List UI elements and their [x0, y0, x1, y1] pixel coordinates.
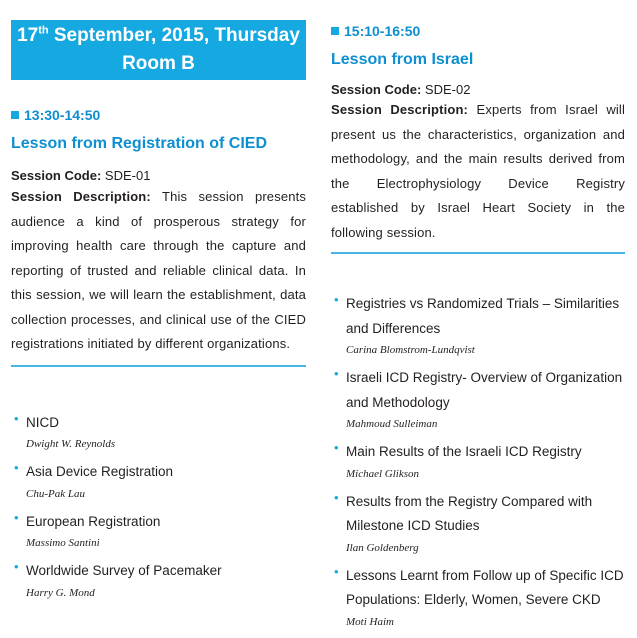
talk-title: Worldwide Survey of Pacemaker — [26, 563, 222, 578]
talk-list — [331, 292, 625, 629]
talk-item — [11, 510, 306, 551]
session-description-text: Experts from Israel will present us the characteristics, organization and methodology, and the main results derived from the Electrophysiology Device Registry established by Israel Heart Society in the following session. — [331, 102, 626, 240]
time-marker-icon — [11, 111, 19, 119]
talk-speaker: Mahmoud Sulleiman — [346, 418, 438, 430]
session-code — [331, 82, 625, 97]
session-description-label: Session Description: — [11, 189, 151, 204]
session-time-text: 15:10-16:50 — [344, 23, 421, 39]
bullet-icon: • — [334, 440, 339, 455]
talk-title: Lessons Learnt from Follow up of Specific ICD Populations: Elderly, Women, Severe CKD — [346, 567, 624, 607]
bullet-icon: • — [334, 366, 339, 381]
date-day: 17 — [17, 25, 39, 46]
talk-title: European Registration — [26, 513, 161, 529]
talk-item — [331, 292, 625, 357]
date-banner — [11, 20, 306, 80]
bullet-icon: • — [14, 460, 19, 475]
room-label: Room B — [122, 53, 195, 74]
talk-title: Main Results of the Israeli ICD Registry — [346, 444, 582, 459]
talk-speaker: Massimo Santini — [26, 537, 100, 549]
talk-speaker: Chu-Pak Lau — [26, 487, 85, 500]
talk-title: Asia Device Registration — [26, 464, 174, 479]
session-title: Lesson from Israel — [331, 51, 474, 68]
bullet-icon: • — [334, 563, 339, 579]
session-code-label: Session Code: — [331, 82, 422, 97]
session-code-label: Session Code: — [11, 168, 102, 183]
bullet-icon: • — [14, 559, 19, 574]
talk-item — [331, 440, 625, 481]
session-code-value: SDE-02 — [424, 82, 471, 97]
time-marker-icon — [331, 27, 339, 35]
date-line — [11, 22, 306, 50]
session-description — [331, 98, 625, 245]
session-time — [11, 107, 306, 123]
talk-title: Results from the Registry Compared with Milestone ICD Studies — [346, 493, 593, 533]
date-suffix: th — [38, 24, 49, 37]
talk-list — [11, 411, 306, 600]
bullet-icon: • — [14, 509, 19, 525]
session-time — [331, 23, 625, 39]
talk-item — [11, 559, 306, 600]
section-divider — [331, 252, 625, 254]
talk-speaker: Carina Blomstrom-Lundqvist — [346, 344, 475, 356]
talk-speaker: Harry G. Mond — [26, 586, 95, 599]
talk-speaker: Moti Haim — [346, 615, 394, 628]
talk-item — [331, 564, 625, 629]
talk-title: Israeli ICD Registry- Overview of Organization and Methodology — [346, 370, 623, 410]
bullet-icon: • — [334, 292, 339, 307]
session-title: Lesson from Registration of CIED — [11, 135, 268, 152]
session-code-value: SDE-01 — [104, 168, 151, 183]
right-column — [331, 0, 625, 638]
bullet-icon: • — [334, 489, 339, 505]
talk-title: NICD — [26, 414, 59, 430]
talk-speaker: Ilan Goldenberg — [346, 541, 419, 554]
talk-speaker: Dwight W. Reynolds — [26, 438, 116, 450]
section-divider — [11, 365, 306, 367]
talk-title: Registries vs Randomized Trials – Similarities and Differences — [346, 296, 620, 336]
session-description-label: Session Description: — [331, 102, 469, 117]
talk-item — [331, 366, 625, 431]
session-time-text: 13:30-14:50 — [24, 107, 101, 123]
session-description-text: This session presents audience a kind of prosperous strategy for improving health care through the capture and reporting of trusted and reliable clinical data. In this session, we will learn the establishment, data collection processes, and clinical use of the CIED registrations initiated by different organizations. — [11, 189, 307, 351]
talk-speaker: Michael Glikson — [346, 467, 420, 480]
talk-item — [11, 460, 306, 501]
left-column — [11, 0, 306, 609]
session-description — [11, 185, 306, 357]
date-rest: September, 2015, Thursday — [48, 25, 300, 46]
bullet-icon: • — [14, 410, 19, 426]
talk-item — [331, 490, 625, 555]
talk-item — [11, 411, 306, 452]
session-code — [11, 168, 306, 183]
